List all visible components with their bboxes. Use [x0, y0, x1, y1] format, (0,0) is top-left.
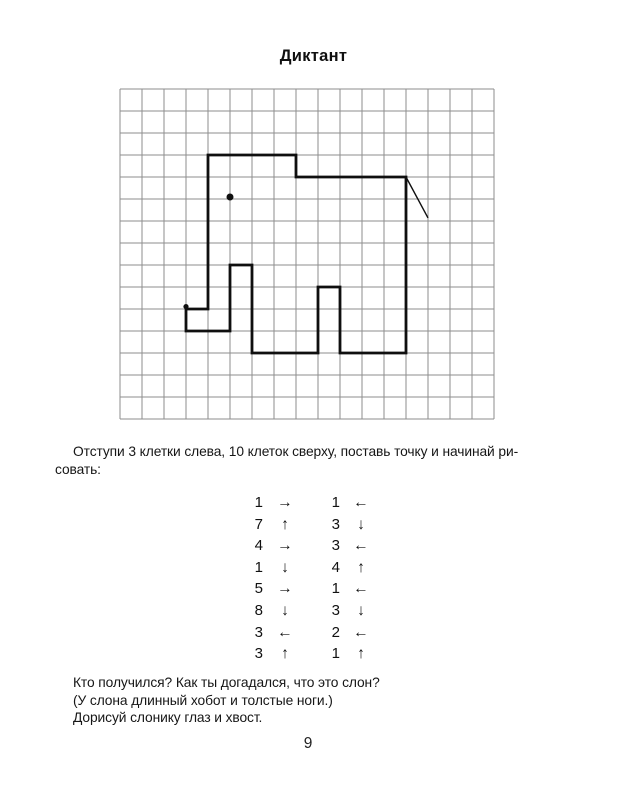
dictation-step-row: [0, 578, 627, 600]
step-count: 4: [254, 537, 263, 555]
dictation-step-row: [0, 514, 627, 536]
step-count: 1: [331, 494, 340, 511]
step-arrow-icon: ←: [277, 623, 293, 641]
page-number: 9: [303, 735, 313, 752]
question-line: Дорисуй слонику глаз и хвост.: [73, 710, 263, 726]
step-arrow-icon: ↑: [357, 558, 365, 576]
question-line: Кто получился? Как ты догадался, что это слон?: [73, 675, 380, 690]
step-arrow-icon: ↑: [281, 515, 289, 533]
step-count: 1: [331, 645, 340, 663]
dictation-steps-table: [0, 492, 627, 665]
dictation-step-row: [0, 600, 627, 622]
step-arrow-icon: ↓: [281, 558, 289, 576]
instruction-line-2: совать:: [55, 462, 101, 477]
dictation-step-row: [0, 557, 627, 579]
step-arrow-icon: →: [277, 494, 293, 511]
step-arrow-icon: ←: [353, 537, 369, 555]
step-arrow-icon: ←: [353, 494, 369, 511]
step-count: 2: [331, 623, 340, 641]
step-count: 3: [331, 601, 340, 619]
step-count: 5: [254, 580, 263, 598]
step-count: 8: [254, 601, 263, 619]
step-count: 7: [254, 515, 263, 533]
start-point-dot: [183, 304, 188, 309]
dictation-step-row: [0, 643, 627, 665]
step-count: 3: [331, 515, 340, 533]
dictation-step-row: [0, 535, 627, 557]
question-line: (У слона длинный хобот и толстые ноги.): [73, 692, 333, 708]
dictation-step-row: [0, 492, 627, 514]
instruction-paragraph: [55, 443, 555, 479]
step-count: 1: [331, 580, 340, 598]
step-count: 1: [254, 494, 263, 511]
step-arrow-icon: ↑: [357, 645, 365, 663]
step-arrow-icon: ↓: [357, 601, 365, 619]
step-arrow-icon: →: [277, 537, 293, 555]
instruction-line-1: Отступи 3 клетки слева, 10 клеток сверху, поставь точку и начинай ри-: [73, 444, 519, 459]
step-arrow-icon: ←: [353, 580, 369, 598]
elephant-tail-line: [406, 177, 428, 218]
step-count: 3: [254, 645, 263, 663]
page-title: Диктант: [279, 47, 348, 65]
step-count: 1: [254, 558, 263, 576]
elephant-eye-dot: [227, 194, 234, 201]
step-count: 3: [331, 537, 340, 555]
questions-block: [55, 674, 575, 727]
dictation-step-row: [0, 622, 627, 644]
step-arrow-icon: ←: [353, 623, 369, 641]
step-count: 4: [331, 558, 340, 576]
step-arrow-icon: ↓: [281, 601, 289, 619]
step-count: 3: [254, 623, 263, 641]
step-arrow-icon: →: [277, 580, 293, 598]
step-arrow-icon: ↓: [357, 515, 365, 533]
step-arrow-icon: ↑: [281, 645, 289, 663]
